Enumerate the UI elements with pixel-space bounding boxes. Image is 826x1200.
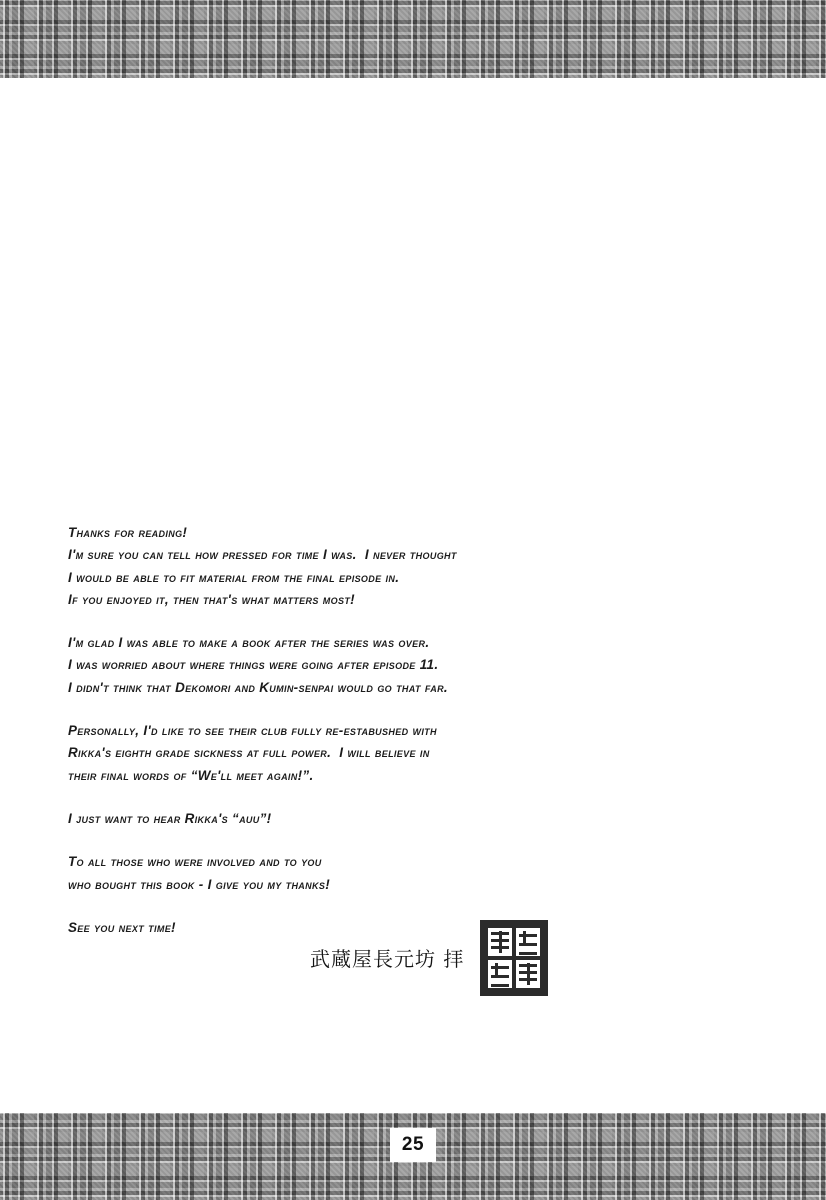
afterword-paragraph xyxy=(68,720,708,787)
seal-glyph-quadrant xyxy=(516,960,540,988)
artist-seal-stamp xyxy=(480,920,548,996)
afterword-text-block xyxy=(68,522,708,939)
afterword-line: I didn't think that Dekomori and Kumin-senpai would go that far. xyxy=(68,679,449,695)
page-number-container xyxy=(390,1128,436,1162)
plaid-border-top xyxy=(0,0,826,78)
page-number: 25 xyxy=(401,1134,425,1155)
afterword-line: See you next time! xyxy=(68,919,176,935)
afterword-paragraph xyxy=(68,522,708,611)
afterword-line: who bought this book - I give you my thanks! xyxy=(68,876,331,892)
afterword-line: Rikka's eighth grade sickness at full power. I will believe in xyxy=(68,745,430,761)
seal-glyph-quadrant xyxy=(488,928,512,956)
afterword-paragraph xyxy=(68,808,708,830)
signature-block xyxy=(310,920,548,996)
afterword-line: their final words of “We'll meet again!”. xyxy=(68,767,314,783)
afterword-line: To all those who were involved and to you xyxy=(68,854,322,870)
afterword-line: I would be able to fit material from the final episode in. xyxy=(68,569,400,585)
afterword-paragraph xyxy=(68,632,708,699)
afterword-line: I just want to hear Rikka's “auu”! xyxy=(68,810,272,826)
afterword-line: I'm sure you can tell how pressed for time I was. I never thought xyxy=(68,547,457,563)
afterword-line: Thanks for reading! xyxy=(68,525,188,540)
seal-glyph-quadrant xyxy=(516,928,540,956)
afterword-line: I was worried about where things were going after episode 11. xyxy=(68,657,439,673)
afterword-line: Personally, I'd like to see their club fully re-estabushed with xyxy=(68,723,437,739)
seal-glyph-quadrant xyxy=(488,960,512,988)
afterword-line: If you enjoyed it, then that's what matters most! xyxy=(68,591,355,607)
artist-signature-name: 武蔵屋長元坊 拝 xyxy=(310,946,465,971)
afterword-line: I'm glad I was able to make a book after the series was over. xyxy=(68,635,430,651)
afterword-paragraph xyxy=(68,851,708,896)
